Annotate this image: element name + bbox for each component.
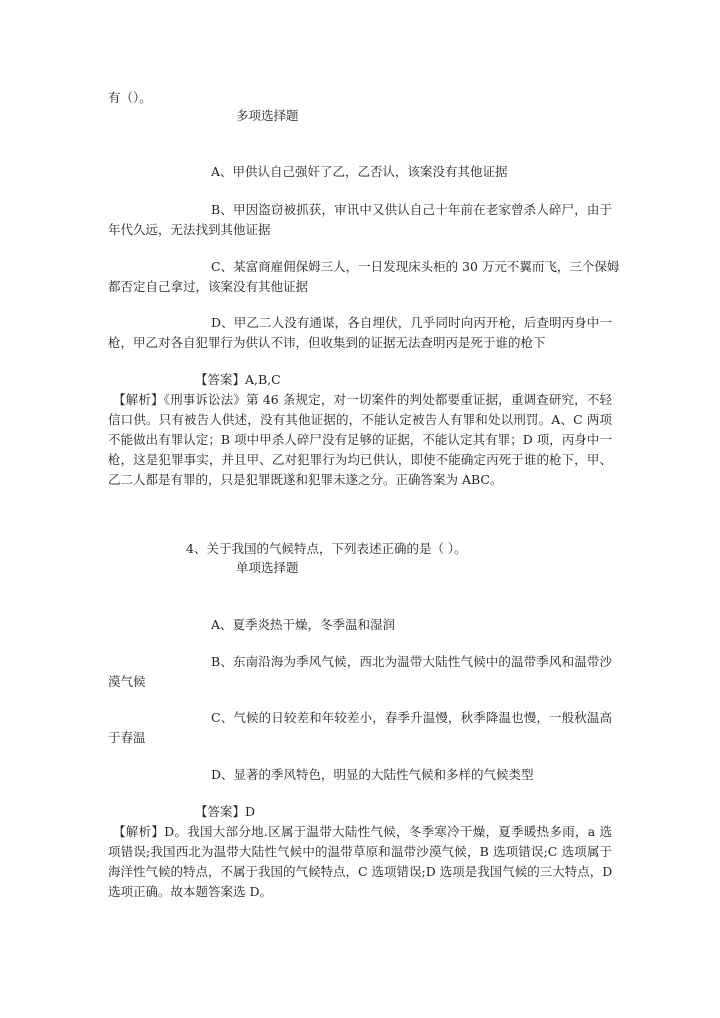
analysis-line: 乙二人都是有罪的，只是犯罪既遂和犯罪未遂之分。正确答案为 ABC。 xyxy=(108,472,503,487)
option-b: B、东南沿海为季风气候，西北为温带大陆性气候中的温带季风和温带沙 xyxy=(211,654,612,669)
question-stem-tail: 有（）。 xyxy=(108,90,152,105)
analysis-line: 不能做出有罪认定；B 项中甲杀人碎尸没有足够的证据，不能认定其有罪；D 项，丙身中一 xyxy=(108,432,612,447)
analysis-line: 项错误;我国西北为温带大陆性气候中的温带草原和温带沙漠气候，B 选项错误;C 选项属于 xyxy=(108,844,612,859)
answer: 【答案】D xyxy=(195,804,256,819)
option-c: C、某富商雇佣保姆三人，一日发现床头柜的 30 万元不翼而飞，三个保姆 xyxy=(211,259,620,274)
analysis-line: 【解析】《刑事诉讼法》第 46 条规定，对一切案件的判处都要重证据，重调查研究，不轻 xyxy=(113,392,612,407)
analysis-line: 选项正确。故本题答案选 D。 xyxy=(108,884,272,899)
option-b-cont: 年代久远，无法找到其他证据 xyxy=(108,222,271,237)
option-c: C、气候的日较差和年较差小，春季升温慢，秋季降温也慢，一般秋温高 xyxy=(211,710,612,725)
option-d-cont: 枪，甲乙对各自犯罪行为供认不讳，但收集到的证据无法查明丙是死于谁的枪下 xyxy=(108,335,546,350)
option-a: A、夏季炎热干燥，冬季温和湿润 xyxy=(211,617,396,632)
option-b: B、甲因盗窃被抓获，审讯中又供认自己十年前在老家曾杀人碎尸，由于 xyxy=(211,202,612,217)
answer: 【答案】A,B,C xyxy=(195,372,281,387)
analysis-line: 【解析】D。我国大部分地.区属于温带大陆性气候，冬季寒冷干燥，夏季暖热多雨，a 选 xyxy=(113,824,612,839)
option-c-cont: 于春温 xyxy=(108,730,146,745)
question-stem: 4、关于我国的气候特点，下列表述正确的是（ ）。 xyxy=(186,541,467,556)
analysis-line: 枪，这是犯罪事实，并且甲、乙对犯罪行为均已供认，即使不能确定丙死于谁的枪下，甲、 xyxy=(108,452,612,467)
option-c-cont: 都否定自己拿过，该案没有其他证据 xyxy=(108,279,309,294)
question-type: 单项选择题 xyxy=(236,560,299,575)
option-d: D、甲乙二人没有通谋，各自埋伏，几乎同时向丙开枪，后查明丙身中一 xyxy=(211,315,612,330)
analysis-line: 海洋性气候的特点，不属于我国的气候特点，C 选项错误;D 选项是我国气候的三大特点，D xyxy=(108,864,613,879)
option-b-cont: 漠气候 xyxy=(108,674,146,689)
analysis-line: 信口供。只有被告人供述，没有其他证据的，不能认定被告人有罪和处以刑罚。A、C 两项 xyxy=(108,412,612,427)
option-d: D、显著的季风特色，明显的大陆性气候和多样的气候类型 xyxy=(211,767,534,782)
option-a: A、甲供认自己强奸了乙，乙否认，该案没有其他证据 xyxy=(211,164,508,179)
question-type: 多项选择题 xyxy=(236,108,299,123)
